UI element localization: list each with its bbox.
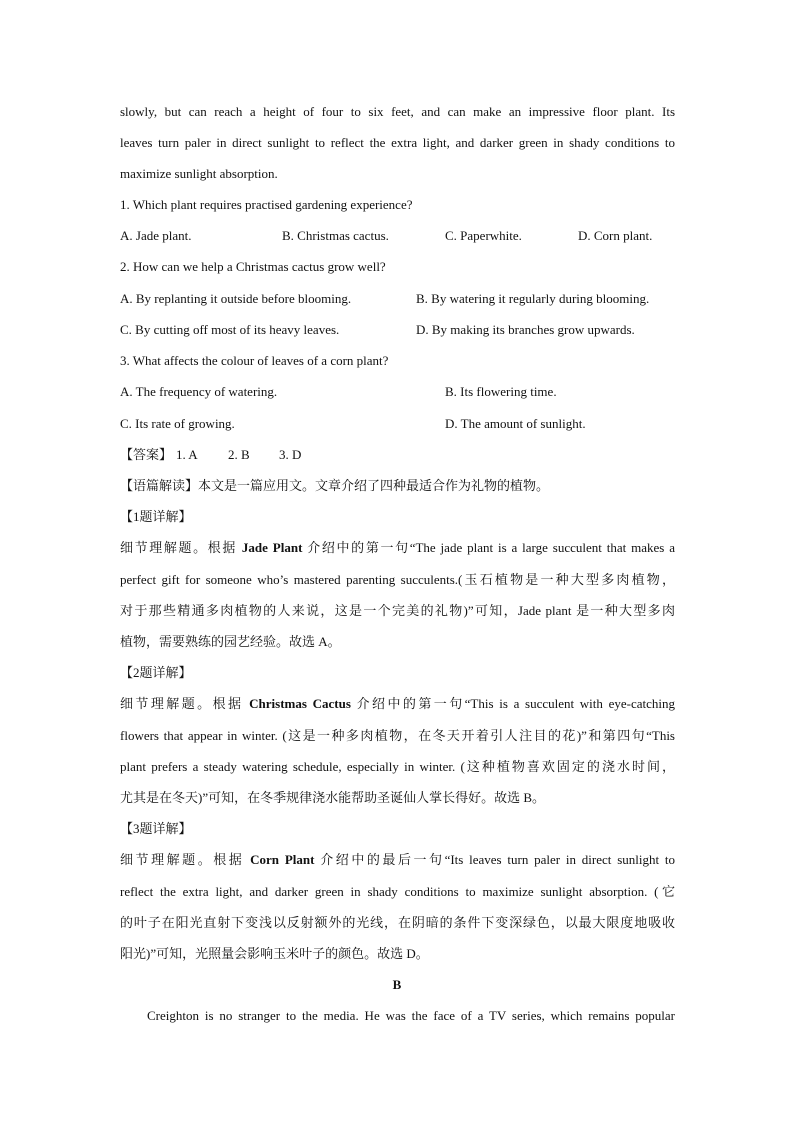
- explanation-heading: 【2题详解】: [120, 665, 192, 680]
- explanation-line: 阳光)”可知，光照量会影响玉米叶子的颜色。故选 D。: [120, 946, 429, 961]
- passage-line: slowly, but can reach a height of four to six feet, and can make an impressive floor plant. Its: [120, 104, 675, 119]
- explanation-heading: 【3题详解】: [120, 821, 192, 836]
- option-a: A. Jade plant.: [120, 228, 192, 243]
- option-b: B. By watering it regularly during blooming.: [416, 291, 650, 306]
- answer-label: 【答案】: [120, 447, 173, 462]
- option-a: A. By replanting it outside before blooming.: [120, 291, 352, 306]
- plant-name: Jade Plant: [241, 540, 303, 555]
- answer-item: 1. A: [176, 447, 198, 462]
- explanation-line: 的叶子在阳光直射下变浅以反射额外的光线，在阴暗的条件下变深绿色，以最大限度地吸收: [120, 915, 675, 930]
- answer-item: 3. D: [279, 447, 302, 462]
- interpretation-label: 【语篇解读】: [120, 478, 199, 493]
- text-run: 细节理解题。根据: [120, 696, 250, 711]
- option-d: D. By making its branches grow upwards.: [416, 322, 635, 337]
- plant-name: Corn Plant: [250, 852, 315, 867]
- explanation-line: [120, 540, 675, 556]
- text-run: 细节理解题。根据: [120, 540, 242, 555]
- option-d: D. The amount of sunlight.: [445, 416, 586, 431]
- option-b: B. Christmas cactus.: [282, 228, 389, 243]
- explanation-line: 尤其是在冬天)”可知，在冬季规律浇水能帮助圣诞仙人掌长得好。故选 B。: [120, 790, 546, 805]
- explanation-line: flowers that appear in winter. (这是一种多肉植物，在冬天开着引人注目的花)”和第四句“This: [120, 728, 675, 743]
- option-c: C. By cutting off most of its heavy leaves.: [120, 322, 340, 337]
- option-c: C. Its rate of growing.: [120, 416, 235, 431]
- explanation-line: plant prefers a steady watering schedule, especially in winter. (这种植物喜欢固定的浇水时间，: [120, 759, 675, 774]
- explanation-line: perfect gift for someone who’s mastered parenting succulents.(玉石植物是一种大型多肉植物，: [120, 572, 675, 587]
- explanation-line: [120, 852, 675, 868]
- explanation-line: reflect the extra light, and darker green in shady conditions to maximize sunlight absorption. (它: [120, 884, 675, 899]
- explanation-line: 植物，需要熟练的园艺经验。故选 A。: [120, 634, 341, 649]
- interpretation: [120, 478, 675, 494]
- explanation-line: [120, 696, 675, 712]
- option-b: B. Its flowering time.: [445, 384, 557, 399]
- option-a: A. The frequency of watering.: [120, 384, 278, 399]
- question-stem: 1. Which plant requires practised gardening experience?: [120, 197, 413, 212]
- passage-line: maximize sunlight absorption.: [120, 166, 278, 181]
- option-d: D. Corn plant.: [578, 228, 653, 243]
- section-first-line: Creighton is no stranger to the media. He was the face of a TV series, which remains popular: [147, 1008, 675, 1023]
- section-title: B: [392, 977, 402, 992]
- option-c: C. Paperwhite.: [445, 228, 522, 243]
- explanation-line: 对于那些精通多肉植物的人来说，这是一个完美的礼物)”可知，Jade plant 是一种大型多肉: [120, 603, 675, 618]
- text-run: 细节理解题。根据: [120, 852, 251, 867]
- answer-item: 2. B: [228, 447, 250, 462]
- interpretation-text: 本文是一篇应用文。文章介绍了四种最适合作为礼物的植物。: [198, 478, 550, 493]
- question-stem: 3. What affects the colour of leaves of a corn plant?: [120, 353, 389, 368]
- text-run: 介绍中的第一句“This is a succulent with eye-catching: [350, 696, 675, 711]
- explanation-heading: 【1题详解】: [120, 509, 192, 524]
- text-run: 介绍中的第一句“The jade plant is a large succulent that makes a: [302, 540, 675, 555]
- question-stem: 2. How can we help a Christmas cactus grow well?: [120, 259, 386, 274]
- passage-line: leaves turn paler in direct sunlight to reflect the extra light, and darker green in shady conditions to: [120, 135, 675, 150]
- plant-name: Christmas Cactus: [249, 696, 351, 711]
- text-run: 介绍中的最后一句“Its leaves turn paler in direct sunlight to: [314, 852, 675, 867]
